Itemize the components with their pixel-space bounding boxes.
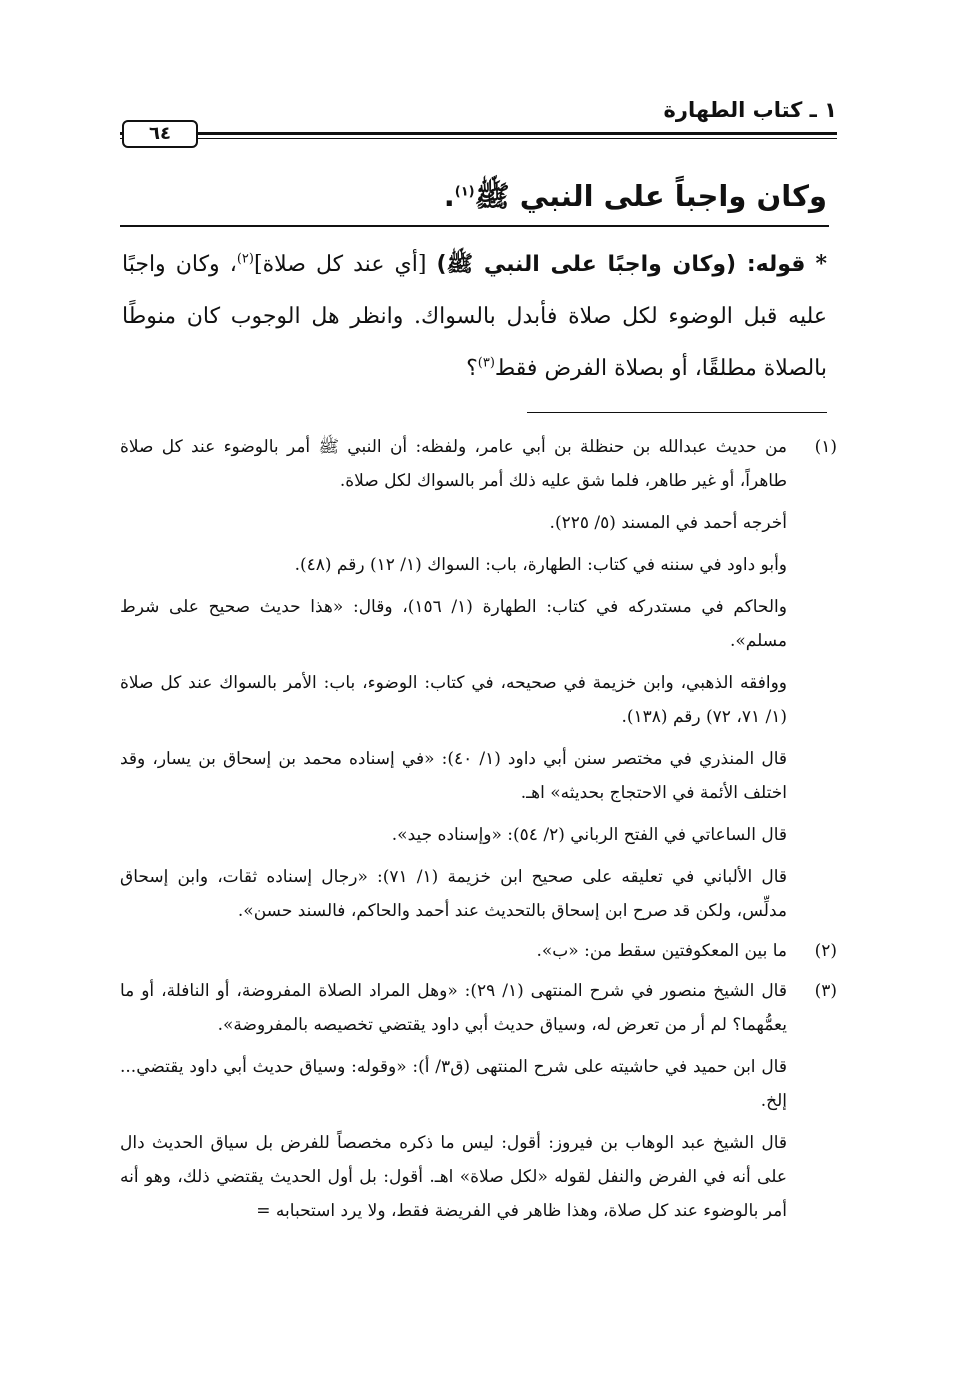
footnote-paragraph: أخرجه أحمد في المسند (٥/ ٢٢٥). xyxy=(549,513,787,533)
footnotes xyxy=(120,430,837,1234)
chapter-title: ١ ـ كتاب الطهارة xyxy=(663,98,837,122)
footnote-paragraph: ما بين المعكوفتين سقط من: «ب». xyxy=(536,941,787,961)
header-rule-thick xyxy=(120,132,837,135)
footnote-3 xyxy=(120,974,837,1228)
matn-text: وكان واجباً على النبي ﷺ xyxy=(474,179,827,213)
footnote-paragraph: من حديث عبدالله بن حنظلة بن أبي عامر، ولفظه: أن النبي ﷺ أمر بالوضوء عند كل صلاة طاهراً، أو غير طاهر، فلما شق عليه ذلك أمر بالسواك لكل صلاة. xyxy=(120,437,787,491)
footnote-ref-3: (٣) xyxy=(477,355,495,371)
footnote-paragraph: قال الشيخ منصور في شرح المنتهى (١/ ٢٩): «وهل المراد الصلاة المفروضة، أو النافلة، أو ما يعمُّهما؟ لم أر من تعرض له، وسياق حديث أبي داود يقتضي تخصيصه بالمفروضة». xyxy=(120,981,787,1035)
page-number: ٦٤ xyxy=(122,120,198,148)
footnote-paragraph: وأبو داود في سننه في كتاب: الطهارة، باب: السواك (١/ ١٢) رقم (٤٨). xyxy=(294,555,787,575)
footnote-paragraph: قال المنذري في مختصر سنن أبي داود (١/ ٤٠): «في إسناده محمد بن إسحاق بن يسار، وقد اختلف الأئمة في الاحتجاج بحديثه» اهـ. xyxy=(120,749,787,803)
commentary-segment-3: ؟ xyxy=(466,356,478,381)
footnote-paragraph: قال الألباني في تعليقه على صحيح ابن خزيمة (١/ ٧١): «رجال إسناده ثقات، وابن إسحاق مدلِّس، ولكن قد صرح ابن إسحاق بالتحديث عند أحمد والحاكم، فالسند حسن». xyxy=(120,867,787,921)
commentary-star: * xyxy=(815,251,828,277)
matn-end: . xyxy=(443,179,455,213)
footnote-paragraph: قال الساعاتي في الفتح الرباني (٢/ ٥٤): «وإسناده جيد». xyxy=(391,825,787,845)
footnote-number: (١) xyxy=(814,437,837,457)
footnote-separator xyxy=(527,412,827,413)
footnote-ref-2: (٢) xyxy=(236,251,254,267)
commentary-segment-2: ، وكان واجبًا عليه قبل الوضوء لكل صلاة فأبدل بالسواك. وانظر هل الوجوب كان منوطًا بالصلاة مطلقًا، أو بصلاة الفرض فقط xyxy=(122,252,827,381)
footnote-paragraph: قال ابن حميد في حاشيته على شرح المنتهى (ق٣/ أ): «وقوله: وسياق حديث أبي داود يقتضي... إلخ. xyxy=(120,1057,787,1111)
footnote-paragraph: والحاكم في مستدركه في كتاب: الطهارة (١/ ١٥٦)، وقال: «هذا حديث صحيح على شرط مسلم». xyxy=(120,597,787,651)
footnote-2 xyxy=(120,934,837,968)
matn-rule xyxy=(120,225,829,227)
header-rule-thin xyxy=(120,138,837,139)
running-header xyxy=(120,94,837,154)
matn-line xyxy=(117,174,827,218)
commentary-lead: قوله: (وكان واجبًا على النبي ﷺ) xyxy=(436,252,806,277)
footnote-paragraph: قال الشيخ عبد الوهاب بن فيروز: أقول: ليس ما ذكره مخصصاً للفرض بل سياق الحديث دال على أنه في الفرض والنفل لقوله «لكل صلاة» اهـ. أقول: بل أول الحديث يقتضي ذلك، وهو أنه أمر بالوضوء عند كل صلاة، وهذا ظاهر في الفريضة فقط، ولا يرد استحبابه = xyxy=(120,1133,787,1221)
commentary-paragraph xyxy=(122,238,827,395)
matn-footnote-ref: (١) xyxy=(454,184,475,200)
footnote-1 xyxy=(120,430,837,928)
footnote-number: (٢) xyxy=(814,941,837,961)
commentary-segment-1: [أي عند كل صلاة] xyxy=(253,252,437,277)
footnote-number: (٣) xyxy=(814,981,837,1001)
footnote-paragraph: ووافقه الذهبي، وابن خزيمة في صحيحه، في كتاب: الوضوء، باب: الأمر بالسواك عند كل صلاة (١/ ٧١، ٧٢) رقم (١٣٨). xyxy=(120,673,787,727)
